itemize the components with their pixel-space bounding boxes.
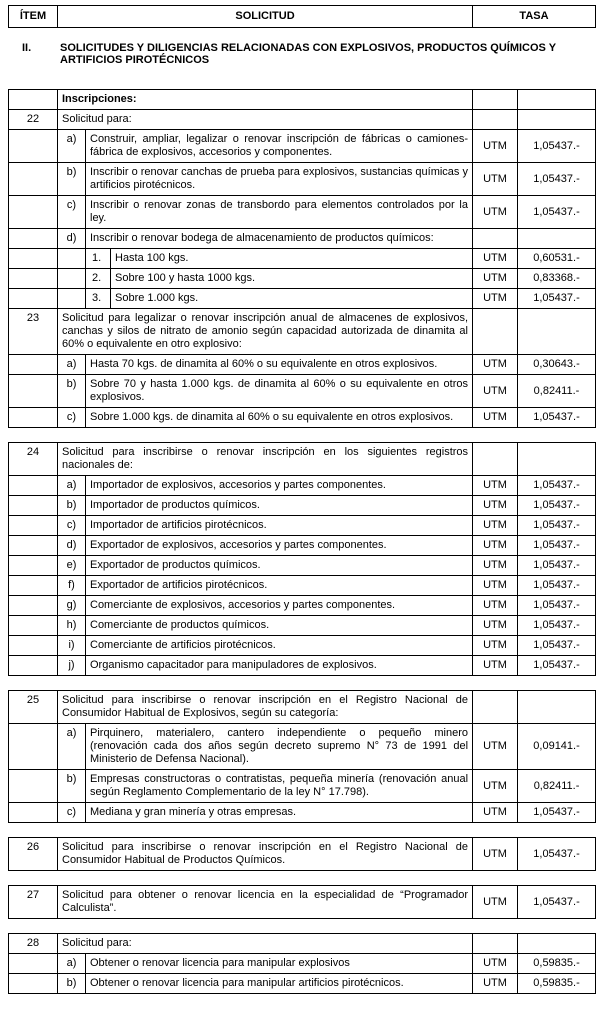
unit-cell: UTM [473, 656, 518, 676]
item-number-cell [9, 130, 58, 163]
description-cell: Obtener o renovar licencia para manipular explosivos [86, 954, 473, 974]
value-cell: 0,60531.- [518, 249, 596, 269]
table-row [9, 556, 596, 576]
fee-table-block [8, 933, 596, 994]
item-number-cell [9, 289, 58, 309]
item-number-cell [9, 656, 58, 676]
value-cell [518, 934, 596, 954]
fee-table-block [8, 89, 596, 428]
item-number-cell [9, 249, 58, 269]
value-cell: 1,05437.- [518, 576, 596, 596]
value-cell: 1,05437.- [518, 408, 596, 428]
unit-cell: UTM [473, 954, 518, 974]
description-cell: Solicitud para legalizar o renovar inscripción anual de almacenes de explosivos, canchas y silos de nitrato de amonio según capacidad autorizada de dinamita al 60% o equivalente en otro explosivo: [58, 309, 473, 355]
description-cell: Pirquinero, materialero, cantero independiente o pequeño minero (renovación cada dos años según decreto supremo N° 73 de 1991 del Ministerio de Defensa Nacional). [86, 724, 473, 770]
item-number-cell [9, 556, 58, 576]
value-cell: 1,05437.- [518, 496, 596, 516]
letter-cell: d) [58, 229, 86, 249]
value-cell: 0,30643.- [518, 355, 596, 375]
unit-cell: UTM [473, 636, 518, 656]
letter-cell: g) [58, 596, 86, 616]
table-row [9, 974, 596, 994]
table-row [9, 163, 596, 196]
description-cell: Importador de artificios pirotécnicos. [86, 516, 473, 536]
value-cell: 1,05437.- [518, 838, 596, 871]
value-cell [518, 443, 596, 476]
table-row [9, 130, 596, 163]
unit-cell: UTM [473, 355, 518, 375]
description-cell: Empresas constructoras o contratistas, pequeña minería (renovación anual según Reglamento Complementario de la ley N° 17.798). [86, 770, 473, 803]
value-cell [518, 691, 596, 724]
table-row [9, 838, 596, 871]
description-cell: Solicitud para obtener o renovar licencia en la especialidad de “Programador Calculista”. [58, 886, 473, 919]
value-cell [518, 90, 596, 110]
table-row [9, 196, 596, 229]
unit-cell: UTM [473, 408, 518, 428]
table-row [9, 886, 596, 919]
letter-cell: b) [58, 496, 86, 516]
letter-cell: c) [58, 196, 86, 229]
description-cell: Importador de productos químicos. [86, 496, 473, 516]
item-number-cell: 27 [9, 886, 58, 919]
table-row [9, 770, 596, 803]
value-cell: 1,05437.- [518, 886, 596, 919]
table-row [9, 954, 596, 974]
unit-cell: UTM [473, 576, 518, 596]
item-number-cell: 28 [9, 934, 58, 954]
table-row [9, 596, 596, 616]
item-number-cell [9, 229, 58, 249]
description-cell: Obtener o renovar licencia para manipular artificios pirotécnicos. [86, 974, 473, 994]
letter-cell: c) [58, 516, 86, 536]
table-row [9, 476, 596, 496]
letter-cell: f) [58, 576, 86, 596]
item-number-cell [9, 954, 58, 974]
table-row [9, 576, 596, 596]
item-number-cell [9, 269, 58, 289]
value-cell: 1,05437.- [518, 536, 596, 556]
letter-cell: a) [58, 954, 86, 974]
description-cell: Sobre 1.000 kgs. [111, 289, 473, 309]
description-cell: Exportador de artificios pirotécnicos. [86, 576, 473, 596]
unit-cell: UTM [473, 596, 518, 616]
unit-cell: UTM [473, 886, 518, 919]
letter-cell: h) [58, 616, 86, 636]
value-cell: 1,05437.- [518, 556, 596, 576]
description-cell: Importador de explosivos, accesorios y partes componentes. [86, 476, 473, 496]
item-number-cell [9, 803, 58, 823]
value-cell [518, 309, 596, 355]
fee-table-blocks [8, 89, 595, 994]
letter-cell: a) [58, 476, 86, 496]
table-row [9, 934, 596, 954]
table-row [9, 229, 596, 249]
item-number-cell [9, 355, 58, 375]
unit-cell: UTM [473, 130, 518, 163]
section-numeral: II. [22, 42, 32, 54]
value-cell: 0,82411.- [518, 375, 596, 408]
column-header-tasa: TASA [473, 6, 596, 28]
header-row [9, 6, 596, 28]
table-row [9, 656, 596, 676]
table-row [9, 269, 596, 289]
description-cell: Inscribir o renovar canchas de prueba para explosivos, sustancias químicas y artificios pirotécnicos. [86, 163, 473, 196]
table-row [9, 309, 596, 355]
item-number-cell [9, 636, 58, 656]
table-row [9, 724, 596, 770]
value-cell: 1,05437.- [518, 196, 596, 229]
description-cell: Comerciante de explosivos, accesorios y partes componentes. [86, 596, 473, 616]
unit-cell: UTM [473, 616, 518, 636]
description-cell: Solicitud para: [58, 110, 473, 130]
table-row [9, 616, 596, 636]
letter-cell: a) [58, 130, 86, 163]
description-cell: Solicitud para inscribirse o renovar inscripción en el Registro Nacional de Consumidor Habitual de Productos Químicos. [58, 838, 473, 871]
unit-cell: UTM [473, 375, 518, 408]
unit-cell: UTM [473, 536, 518, 556]
value-cell: 1,05437.- [518, 163, 596, 196]
value-cell: 1,05437.- [518, 516, 596, 536]
sub-number-cell: 1. [86, 249, 111, 269]
table-row [9, 803, 596, 823]
value-cell: 1,05437.- [518, 289, 596, 309]
unit-cell: UTM [473, 838, 518, 871]
table-row [9, 636, 596, 656]
table-row [9, 90, 596, 110]
unit-cell: UTM [473, 556, 518, 576]
table-row [9, 443, 596, 476]
value-cell: 1,05437.- [518, 130, 596, 163]
value-cell: 1,05437.- [518, 656, 596, 676]
item-number-cell [9, 496, 58, 516]
table-row [9, 408, 596, 428]
item-number-cell [9, 476, 58, 496]
fee-table-block [8, 837, 596, 871]
section-title [8, 42, 595, 66]
table-row [9, 536, 596, 556]
description-cell: Solicitud para inscribirse o renovar inscripción en el Registro Nacional de Consumidor Habitual de Explosivos, según su categoría: [58, 691, 473, 724]
fee-table-block [8, 885, 596, 919]
value-cell: 0,59835.- [518, 974, 596, 994]
unit-cell: UTM [473, 770, 518, 803]
unit-cell: UTM [473, 496, 518, 516]
unit-cell: UTM [473, 196, 518, 229]
item-number-cell: 24 [9, 443, 58, 476]
letter-cell: b) [58, 375, 86, 408]
subheader-cell: Inscripciones: [58, 90, 473, 110]
value-cell: 1,05437.- [518, 803, 596, 823]
description-cell: Organismo capacitador para manipuladores de explosivos. [86, 656, 473, 676]
description-cell: Comerciante de productos químicos. [86, 616, 473, 636]
letter-cell: a) [58, 724, 86, 770]
fee-table-block [8, 690, 596, 823]
description-cell: Exportador de explosivos, accesorios y partes componentes. [86, 536, 473, 556]
item-number-cell [9, 616, 58, 636]
unit-cell: UTM [473, 269, 518, 289]
letter-cell: i) [58, 636, 86, 656]
unit-cell [473, 691, 518, 724]
item-number-cell: 22 [9, 110, 58, 130]
item-number-cell [9, 724, 58, 770]
unit-cell [473, 443, 518, 476]
item-number-cell [9, 516, 58, 536]
item-number-cell [9, 576, 58, 596]
value-cell: 0,09141.- [518, 724, 596, 770]
unit-cell: UTM [473, 974, 518, 994]
table-row [9, 375, 596, 408]
table-row [9, 249, 596, 269]
letter-cell: b) [58, 974, 86, 994]
letter-cell: c) [58, 408, 86, 428]
item-number-cell [9, 596, 58, 616]
value-cell [518, 229, 596, 249]
sub-number-cell: 2. [86, 269, 111, 289]
description-cell: Hasta 100 kgs. [111, 249, 473, 269]
unit-cell [473, 229, 518, 249]
item-number-cell [9, 375, 58, 408]
letter-cell: c) [58, 803, 86, 823]
sub-number-cell: 3. [86, 289, 111, 309]
letter-cell: b) [58, 770, 86, 803]
item-number-cell [9, 770, 58, 803]
table-row [9, 691, 596, 724]
value-cell [518, 110, 596, 130]
unit-cell [473, 110, 518, 130]
column-header-item: ÍTEM [9, 6, 58, 28]
letter-cell: d) [58, 536, 86, 556]
letter-cell [58, 289, 86, 309]
table-row [9, 289, 596, 309]
letter-cell: e) [58, 556, 86, 576]
letter-cell [58, 249, 86, 269]
unit-cell: UTM [473, 516, 518, 536]
description-cell: Inscribir o renovar zonas de transbordo para elementos controlados por la ley. [86, 196, 473, 229]
column-header-solicitud: SOLICITUD [58, 6, 473, 28]
item-number-cell: 26 [9, 838, 58, 871]
description-cell: Sobre 1.000 kgs. de dinamita al 60% o su equivalente en otros explosivos. [86, 408, 473, 428]
unit-cell: UTM [473, 476, 518, 496]
description-cell: Mediana y gran minería y otras empresas. [86, 803, 473, 823]
value-cell: 0,83368.- [518, 269, 596, 289]
item-number-cell [9, 90, 58, 110]
table-row [9, 355, 596, 375]
value-cell: 1,05437.- [518, 476, 596, 496]
section-title-text: SOLICITUDES Y DILIGENCIAS RELACIONADAS CON EXPLOSIVOS, PRODUCTOS QUÍMICOS Y ARTIFICIOS PIROTÉCNICOS [60, 42, 556, 66]
unit-cell [473, 934, 518, 954]
item-number-cell [9, 974, 58, 994]
value-cell: 1,05437.- [518, 616, 596, 636]
value-cell: 1,05437.- [518, 636, 596, 656]
letter-cell [58, 269, 86, 289]
item-number-cell [9, 536, 58, 556]
value-cell: 0,82411.- [518, 770, 596, 803]
description-cell: Solicitud para: [58, 934, 473, 954]
description-cell: Sobre 100 y hasta 1000 kgs. [111, 269, 473, 289]
unit-cell: UTM [473, 249, 518, 269]
description-cell: Inscribir o renovar bodega de almacenamiento de productos químicos: [86, 229, 473, 249]
unit-cell: UTM [473, 724, 518, 770]
unit-cell: UTM [473, 289, 518, 309]
unit-cell [473, 309, 518, 355]
fee-table-block [8, 442, 596, 676]
item-number-cell [9, 196, 58, 229]
unit-cell: UTM [473, 803, 518, 823]
unit-cell: UTM [473, 163, 518, 196]
description-cell: Hasta 70 kgs. de dinamita al 60% o su equivalente en otros explosivos. [86, 355, 473, 375]
item-number-cell: 25 [9, 691, 58, 724]
unit-cell [473, 90, 518, 110]
item-number-cell: 23 [9, 309, 58, 355]
table-column-header [8, 5, 596, 28]
value-cell: 0,59835.- [518, 954, 596, 974]
description-cell: Solicitud para inscribirse o renovar inscripción en los siguientes registros nacionales de: [58, 443, 473, 476]
item-number-cell [9, 408, 58, 428]
table-row [9, 496, 596, 516]
table-row [9, 516, 596, 536]
description-cell: Sobre 70 y hasta 1.000 kgs. de dinamita al 60% o su equivalente en otros explosivos. [86, 375, 473, 408]
description-cell: Exportador de productos químicos. [86, 556, 473, 576]
table-row [9, 110, 596, 130]
item-number-cell [9, 163, 58, 196]
letter-cell: b) [58, 163, 86, 196]
description-cell: Construir, ampliar, legalizar o renovar inscripción de fábricas o camiones-fábrica de explosivos, accesorios y componentes. [86, 130, 473, 163]
value-cell: 1,05437.- [518, 596, 596, 616]
letter-cell: a) [58, 355, 86, 375]
letter-cell: j) [58, 656, 86, 676]
description-cell: Comerciante de artificios pirotécnicos. [86, 636, 473, 656]
